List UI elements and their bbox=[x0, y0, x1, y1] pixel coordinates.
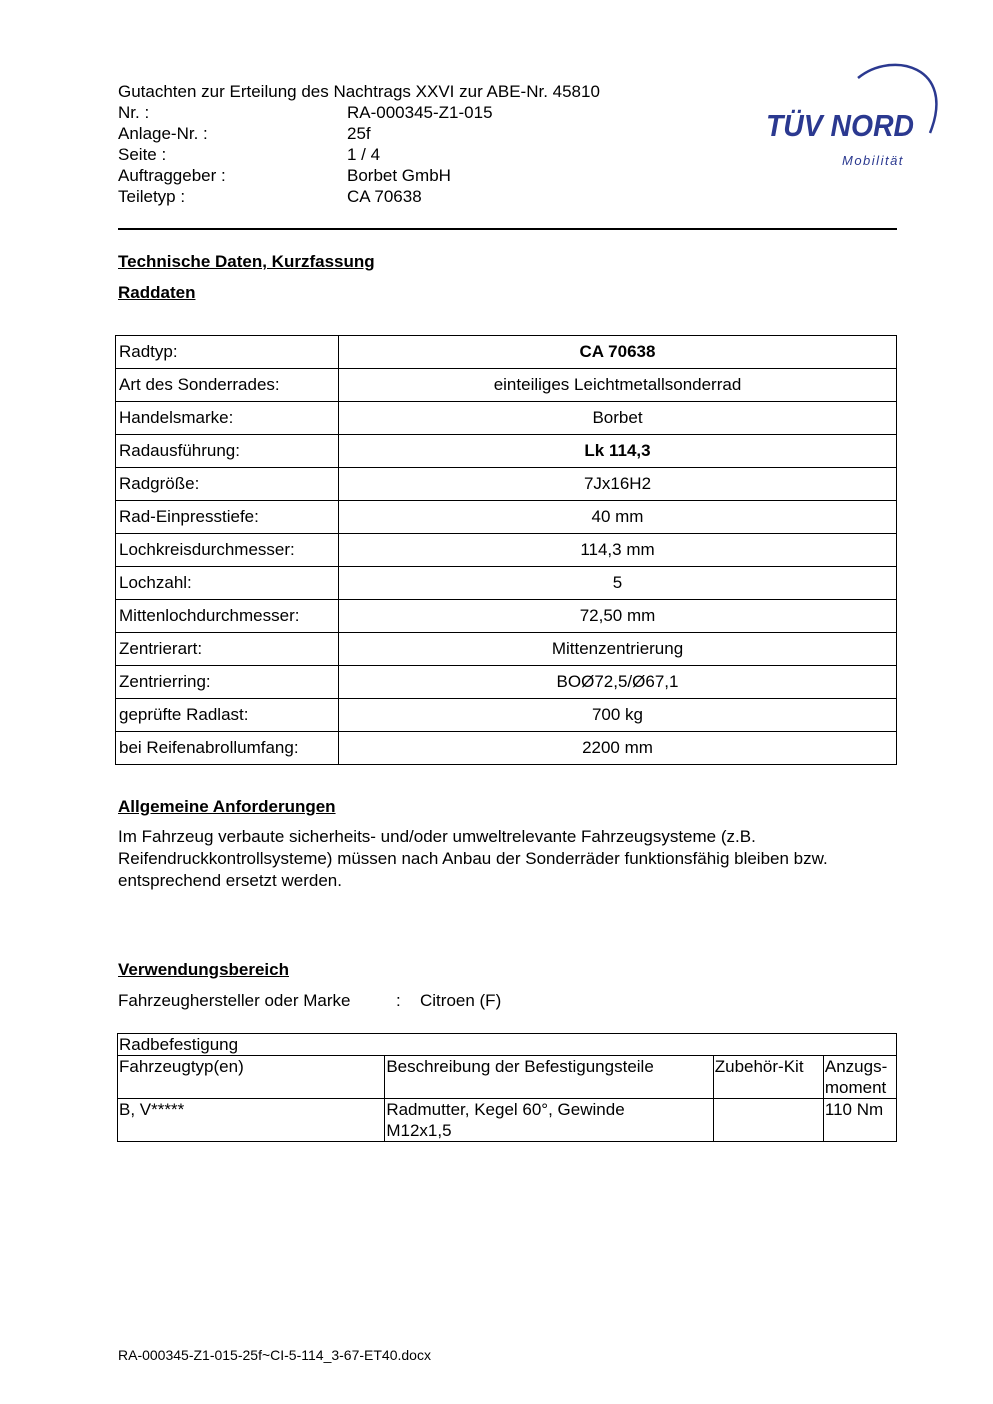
table-caption: Radbefestigung bbox=[118, 1034, 897, 1056]
paragraph-line: Im Fahrzeug verbaute sicherheits- und/oder umweltrelevante Fahrzeugsysteme (z.B. bbox=[118, 827, 756, 846]
header-key: Auftraggeber : bbox=[118, 166, 226, 185]
table-row bbox=[116, 633, 897, 666]
header-value: CA 70638 bbox=[347, 187, 422, 206]
row-label: Rad-Einpresstiefe: bbox=[116, 501, 339, 534]
header-value: Borbet GmbH bbox=[347, 166, 451, 185]
row-value: 72,50 mm bbox=[339, 600, 897, 633]
header-value: RA-000345-Z1-015 bbox=[347, 103, 493, 122]
row-value: 2200 mm bbox=[339, 732, 897, 765]
section-heading-verwendung: Verwendungsbereich bbox=[118, 960, 289, 979]
description-line: Radmutter, Kegel 60°, Gewinde bbox=[386, 1100, 625, 1119]
paragraph-line: Reifendruckkontrollsysteme) müssen nach Anbau der Sonderräder funktionsfähig bleiben bzw. bbox=[118, 849, 828, 868]
footer-filename: RA-000345-Z1-015-25f~CI-5-114_3-67-ET40.docx bbox=[118, 1347, 431, 1363]
table-header-row bbox=[118, 1056, 897, 1099]
manufacturer-line bbox=[118, 990, 501, 1012]
column-header-kit: Zubehör-Kit bbox=[713, 1056, 823, 1099]
table-row bbox=[116, 336, 897, 369]
report-title: Gutachten zur Erteilung des Nachtrags XXVI zur ABE-Nr. 45810 bbox=[118, 82, 600, 101]
table-row bbox=[116, 435, 897, 468]
header-key: Nr. : bbox=[118, 103, 150, 122]
paragraph-line: entsprechend ersetzt werden. bbox=[118, 871, 342, 890]
row-label: Lochkreisdurchmesser: bbox=[116, 534, 339, 567]
row-label: Handelsmarke: bbox=[116, 402, 339, 435]
table-caption-row bbox=[118, 1034, 897, 1056]
column-header-type: Fahrzeugtyp(en) bbox=[118, 1056, 385, 1099]
row-value: 7Jx16H2 bbox=[339, 468, 897, 501]
row-value: Borbet bbox=[339, 402, 897, 435]
table-row bbox=[116, 699, 897, 732]
row-label: geprüfte Radlast: bbox=[116, 699, 339, 732]
description-cell bbox=[385, 1099, 713, 1142]
section-heading-tech: Technische Daten, Kurzfassung bbox=[118, 252, 375, 271]
wheel-mounting-table bbox=[117, 1033, 897, 1142]
manufacturer-colon: : bbox=[396, 991, 401, 1010]
table-row bbox=[116, 567, 897, 600]
description-line: M12x1,5 bbox=[386, 1121, 452, 1140]
row-value: CA 70638 bbox=[339, 336, 897, 369]
kit-cell bbox=[713, 1099, 823, 1142]
table-row bbox=[116, 600, 897, 633]
row-value: 40 mm bbox=[339, 501, 897, 534]
row-value: Lk 114,3 bbox=[339, 435, 897, 468]
wheel-data-table bbox=[115, 335, 897, 765]
row-label: Radgröße: bbox=[116, 468, 339, 501]
row-value: BOØ72,5/Ø67,1 bbox=[339, 666, 897, 699]
manufacturer-value: Citroen (F) bbox=[420, 991, 502, 1010]
logo-brand: TÜV NORD bbox=[766, 108, 914, 143]
requirements-paragraph bbox=[118, 826, 908, 892]
row-value: 700 kg bbox=[339, 699, 897, 732]
torque-cell: 110 Nm bbox=[823, 1099, 896, 1142]
section-heading-raddaten: Raddaten bbox=[118, 283, 196, 302]
table-row bbox=[116, 666, 897, 699]
row-label: bei Reifenabrollumfang: bbox=[116, 732, 339, 765]
header-key: Anlage-Nr. : bbox=[118, 124, 208, 143]
header-row-teiletyp bbox=[118, 186, 678, 207]
table-row bbox=[118, 1099, 897, 1142]
vehicle-type-cell: B, V***** bbox=[118, 1099, 385, 1142]
section-heading-allgemein: Allgemeine Anforderungen bbox=[118, 797, 336, 816]
table-row bbox=[116, 402, 897, 435]
column-header-description: Beschreibung der Befestigungsteile bbox=[385, 1056, 713, 1099]
row-label: Lochzahl: bbox=[116, 567, 339, 600]
header-row-auftraggeber bbox=[118, 165, 678, 186]
header-row-nr bbox=[118, 102, 678, 123]
column-header-torque bbox=[823, 1056, 896, 1099]
row-label: Zentrierring: bbox=[116, 666, 339, 699]
header-value: 25f bbox=[347, 124, 371, 143]
manufacturer-label: Fahrzeughersteller oder Marke bbox=[118, 991, 351, 1010]
logo-subline: Mobilität bbox=[842, 153, 904, 168]
row-value: Mittenzentrierung bbox=[339, 633, 897, 666]
row-label: Art des Sonderrades: bbox=[116, 369, 339, 402]
table-row bbox=[116, 369, 897, 402]
row-value: 114,3 mm bbox=[339, 534, 897, 567]
table-row bbox=[116, 732, 897, 765]
row-label: Radtyp: bbox=[116, 336, 339, 369]
table-row bbox=[116, 501, 897, 534]
header-value: 1 / 4 bbox=[347, 145, 381, 164]
header-row-anlage bbox=[118, 123, 678, 144]
tuv-nord-logo bbox=[762, 58, 942, 173]
torque-header-line: moment bbox=[824, 1078, 887, 1097]
header-row-seite bbox=[118, 144, 678, 165]
row-value: einteiliges Leichtmetallsonderrad bbox=[339, 369, 897, 402]
table-row bbox=[116, 468, 897, 501]
document-header bbox=[118, 81, 678, 207]
header-key: Seite : bbox=[118, 145, 167, 164]
row-label: Mittenlochdurchmesser: bbox=[116, 600, 339, 633]
torque-header-line: Anzugs- bbox=[824, 1057, 888, 1076]
row-label: Radausführung: bbox=[116, 435, 339, 468]
row-value: 5 bbox=[339, 567, 897, 600]
table-row bbox=[116, 534, 897, 567]
row-label: Zentrierart: bbox=[116, 633, 339, 666]
header-key: Teiletyp : bbox=[118, 187, 186, 206]
header-divider bbox=[118, 228, 897, 230]
